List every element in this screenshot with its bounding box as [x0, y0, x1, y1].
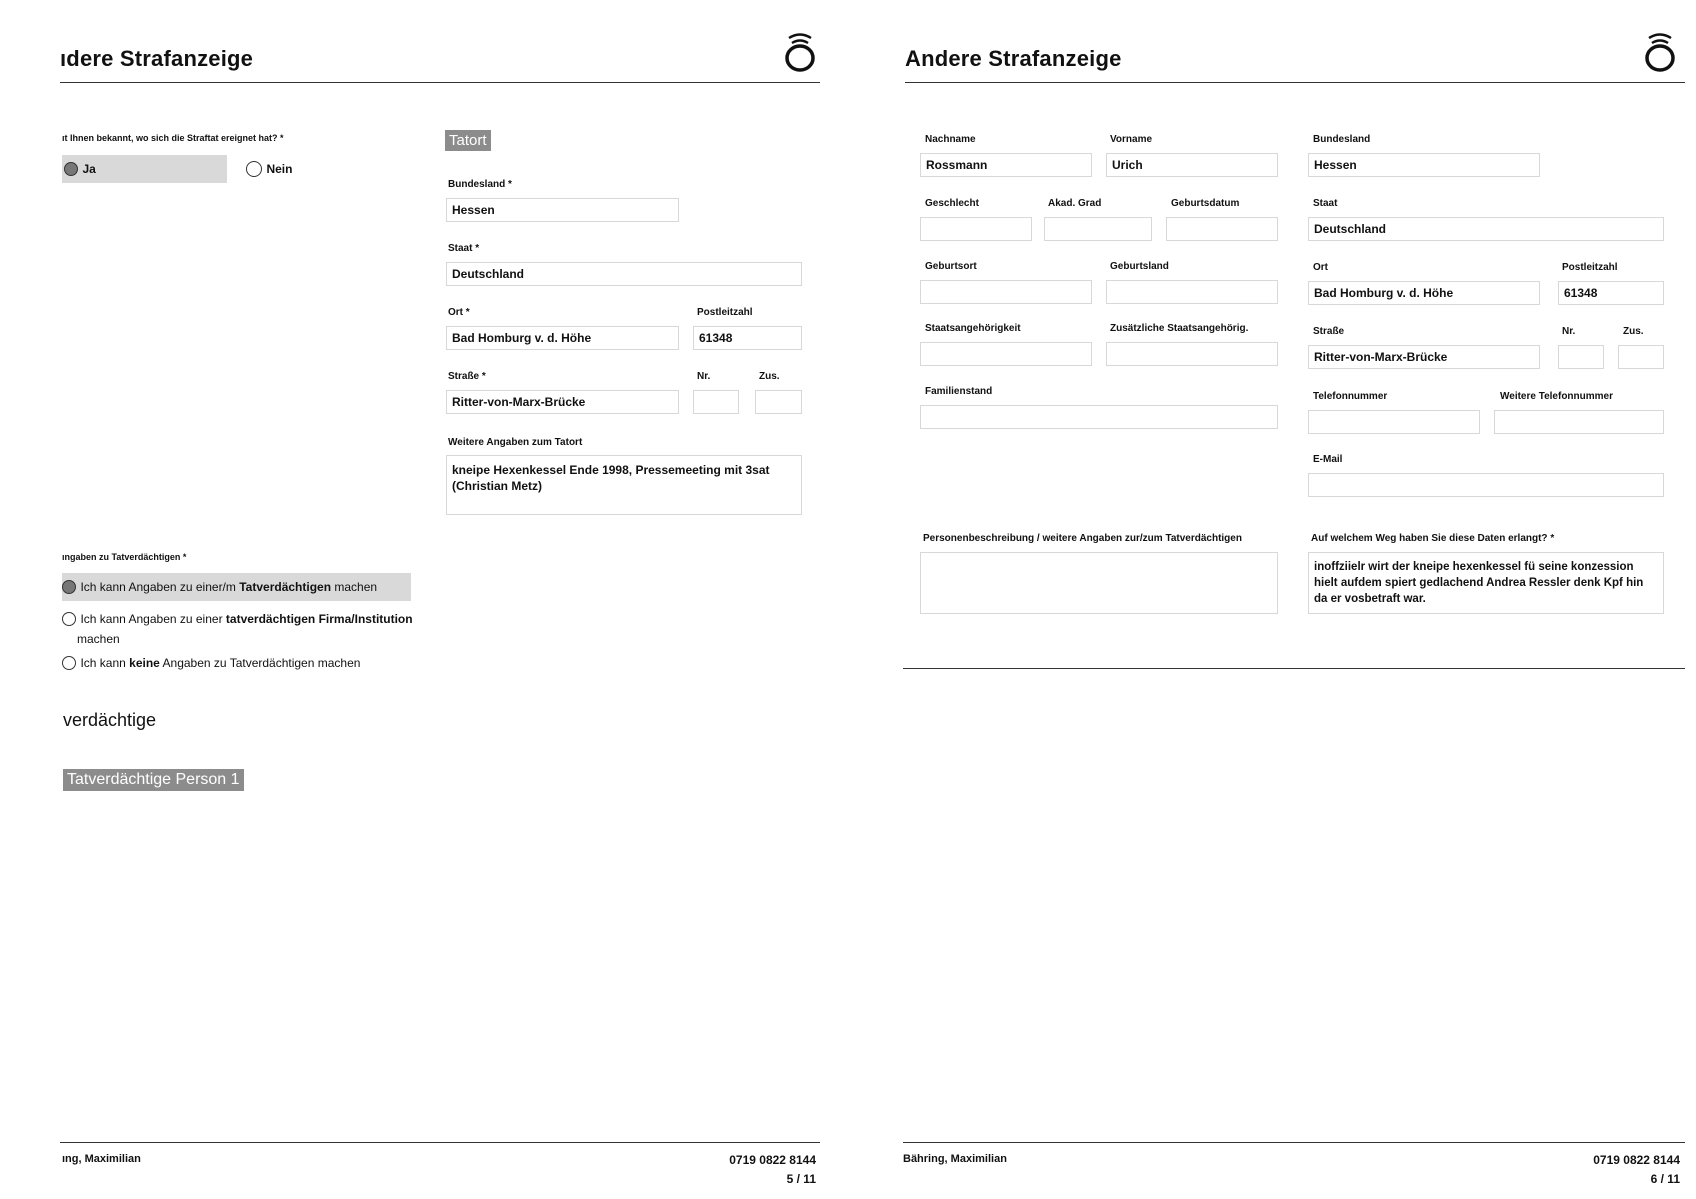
- radio-checked-icon: [64, 162, 78, 176]
- strasse-field[interactable]: Ritter-von-Marx-Brücke: [1308, 345, 1540, 369]
- bundesland-label: Bundesland *: [448, 179, 512, 190]
- bundesland-label: Bundesland: [1313, 134, 1371, 145]
- header-rule: [60, 82, 820, 83]
- staatsang-label: Staatsangehörigkeit: [925, 323, 1021, 334]
- beschreibung-label: Personenbeschreibung / weitere Angaben zur/zum Tatverdächtigen: [923, 533, 1242, 544]
- plz-label: Postleitzahl: [1562, 262, 1618, 273]
- section-heading: verdächtige: [63, 710, 157, 730]
- strasse-field[interactable]: Ritter-von-Marx-Brücke: [446, 390, 679, 414]
- ort-field[interactable]: Bad Homburg v. d. Höhe: [1308, 281, 1540, 305]
- bundesland-field[interactable]: Hessen: [1308, 153, 1540, 177]
- familienstand-field[interactable]: [920, 405, 1278, 429]
- logo-icon: [1642, 30, 1678, 74]
- footer-number: 0719 0822 8144: [729, 1153, 816, 1167]
- grad-label: Akad. Grad: [1048, 198, 1102, 209]
- radio-icon: [62, 612, 76, 626]
- email-label: E-Mail: [1313, 454, 1343, 465]
- staat-label: Staat *: [448, 243, 480, 254]
- telefon-label: Telefonnummer: [1313, 391, 1388, 402]
- page-number: 5 / 11: [786, 1172, 816, 1186]
- geburtsland-label: Geburtsland: [1110, 261, 1169, 272]
- question-tatort: ıt Ihnen bekannt, wo sich die Straftat ereignet hat? *: [62, 133, 284, 143]
- bundesland-field[interactable]: Hessen: [446, 198, 679, 222]
- section-rule: [903, 668, 1685, 669]
- footer-rule: [903, 1142, 1685, 1143]
- plz-field[interactable]: 61348: [693, 326, 802, 350]
- geschlecht-label: Geschlecht: [925, 198, 979, 209]
- strasse-label: Straße: [1313, 326, 1345, 337]
- weitere-label: Weitere Angaben zum Tatort: [448, 437, 583, 448]
- telefon-field[interactable]: [1308, 410, 1480, 434]
- strasse-label: Straße *: [448, 371, 486, 382]
- ort-label: Ort *: [448, 307, 470, 318]
- geburtsdatum-field[interactable]: [1166, 217, 1278, 241]
- geschlecht-field[interactable]: [920, 217, 1032, 241]
- nr-label: Nr.: [1562, 326, 1576, 337]
- ort-field[interactable]: Bad Homburg v. d. Höhe: [446, 326, 679, 350]
- page-number: 6 / 11: [1650, 1172, 1680, 1186]
- geburtsland-field[interactable]: [1106, 280, 1278, 304]
- page-6: [848, 0, 1696, 1199]
- geburtsort-label: Geburtsort: [925, 261, 977, 272]
- footer-name: Bähring, Maximilian: [903, 1153, 1007, 1165]
- weg-label: Auf welchem Weg haben Sie diese Daten erlangt? *: [1311, 533, 1555, 544]
- radio-icon: [62, 656, 76, 670]
- page-title: ıdere Strafanzeige: [60, 46, 254, 71]
- zus-label: Zus.: [759, 371, 780, 382]
- nr-field[interactable]: [693, 390, 739, 414]
- geburtsort-field[interactable]: [920, 280, 1092, 304]
- familienstand-label: Familienstand: [925, 386, 993, 397]
- page-title: Andere Strafanzeige: [905, 46, 1122, 71]
- radio-checked-icon: [62, 580, 76, 594]
- zus-staatsang-label: Zusätzliche Staatsangehörig.: [1110, 323, 1249, 334]
- staat-label: Staat: [1313, 198, 1338, 209]
- staatsang-field[interactable]: [920, 342, 1092, 366]
- header-rule: [905, 82, 1685, 83]
- plz-field[interactable]: 61348: [1558, 281, 1664, 305]
- zus-field[interactable]: [1618, 345, 1664, 369]
- option-nein[interactable]: Nein: [246, 160, 292, 178]
- nachname-field[interactable]: Rossmann: [920, 153, 1092, 177]
- option-ja[interactable]: Ja: [62, 155, 227, 183]
- zus-staatsang-field[interactable]: [1106, 342, 1278, 366]
- person-tag: Tatverdächtige Person 1: [63, 769, 244, 791]
- geburtsdatum-label: Geburtsdatum: [1171, 198, 1240, 209]
- beschreibung-field[interactable]: [920, 552, 1278, 614]
- weitere-telefon-label: Weitere Telefonnummer: [1500, 391, 1613, 402]
- nr-field[interactable]: [1558, 345, 1604, 369]
- nachname-label: Nachname: [925, 134, 976, 145]
- weg-field[interactable]: inoffziielr wirt der kneipe hexenkessel fü seine konzession hielt aufdem spiert gedlachend Andrea Ressler denk Kpf hin da er vosbetraft war.: [1308, 552, 1664, 614]
- vorname-label: Vorname: [1110, 134, 1153, 145]
- grad-field[interactable]: [1044, 217, 1152, 241]
- zus-label: Zus.: [1623, 326, 1644, 337]
- email-field[interactable]: [1308, 473, 1664, 497]
- radio-icon: [246, 161, 262, 177]
- staat-field[interactable]: Deutschland: [1308, 217, 1664, 241]
- footer-number: 0719 0822 8144: [1593, 1153, 1680, 1167]
- option-person[interactable]: Ich kann Angaben zu einer/m Tatverdächtigen machen: [62, 573, 411, 601]
- nr-label: Nr.: [697, 371, 711, 382]
- weitere-telefon-field[interactable]: [1494, 410, 1664, 434]
- option-keine[interactable]: Ich kann keine Angaben zu Tatverdächtigen machen: [62, 654, 360, 672]
- plz-label: Postleitzahl: [697, 307, 753, 318]
- vorname-field[interactable]: Urich: [1106, 153, 1278, 177]
- tatort-tag: Tatort: [445, 130, 491, 151]
- zus-field[interactable]: [755, 390, 802, 414]
- option-firma[interactable]: Ich kann Angaben zu einer tatverdächtigen Firma/Institution machen: [62, 610, 422, 646]
- staat-field[interactable]: Deutschland: [446, 262, 802, 286]
- footer-rule: [60, 1142, 820, 1143]
- ort-label: Ort: [1313, 262, 1328, 273]
- footer-name: ıng, Maximilian: [62, 1153, 141, 1165]
- angaben-label: ıngaben zu Tatverdächtigen *: [62, 552, 187, 562]
- logo-icon: [782, 30, 818, 74]
- weitere-field[interactable]: kneipe Hexenkessel Ende 1998, Pressemeeting mit 3sat (Christian Metz): [446, 455, 802, 515]
